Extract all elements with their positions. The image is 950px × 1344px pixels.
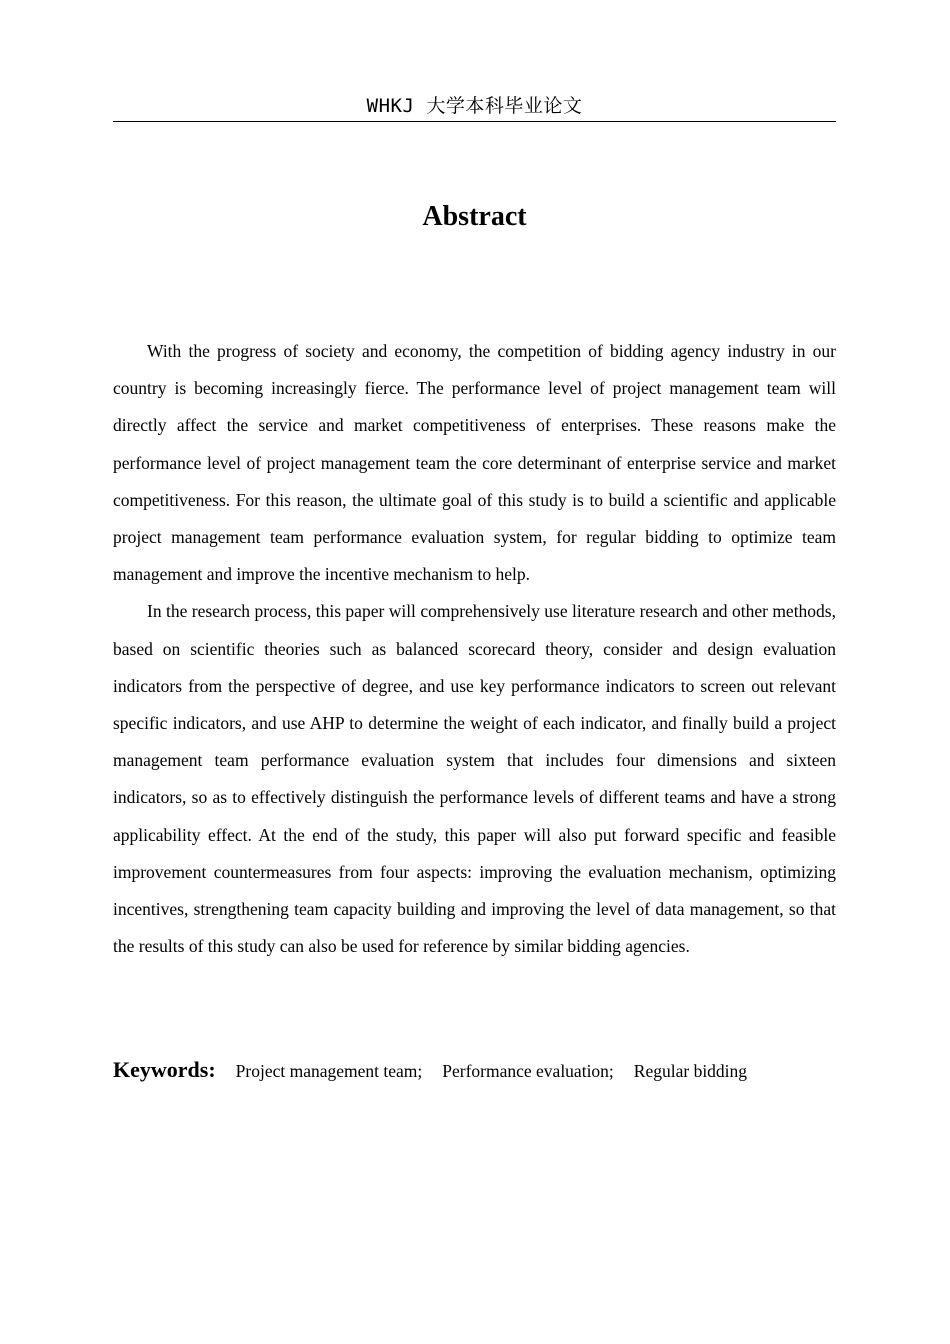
keywords-line [113,1052,836,1091]
running-header: WHKJ 大学本科毕业论文 [366,95,583,117]
abstract-body [113,333,836,965]
keywords-label: Keywords: [113,1057,216,1082]
abstract-title: Abstract [422,201,527,232]
keyword-item: Performance evaluation; [442,1061,614,1081]
abstract-paragraph: In the research process, this paper will comprehensively use literature research and other methods, based on scientific theories such as balanced scorecard theory, consider and design evaluation indicators from the perspective of degree, and use key performance indicators to screen out relevant specific indicators, and use AHP to determine the weight of each indicator, and finally build a project management team performance evaluation system that includes four dimensions and sixteen indicators, so as to effectively distinguish the performance levels of different teams and have a strong applicability effect. At the end of the study, this paper will also put forward specific and feasible improvement countermeasures from four aspects: improving the evaluation mechanism, optimizing incentives, strengthening team capacity building and improving the level of data management, so that the results of this study can also be used for reference by similar bidding agencies. [113,601,836,957]
keyword-item: Regular bidding [633,1061,748,1081]
keyword-item: Project management team; [235,1061,423,1081]
header-rule [113,121,836,122]
abstract-paragraph: With the progress of society and economy, the competition of bidding agency industry in our country is becoming increasingly fierce. The performance level of project management team will directly affect the service and market competitiveness of enterprises. These reasons make the performance level of project management team the core determinant of enterprise service and market competitiveness. For this reason, the ultimate goal of this study is to build a scientific and applicable project management team performance evaluation system, for regular bidding to optimize team management and improve the incentive mechanism to help. [113,341,836,585]
